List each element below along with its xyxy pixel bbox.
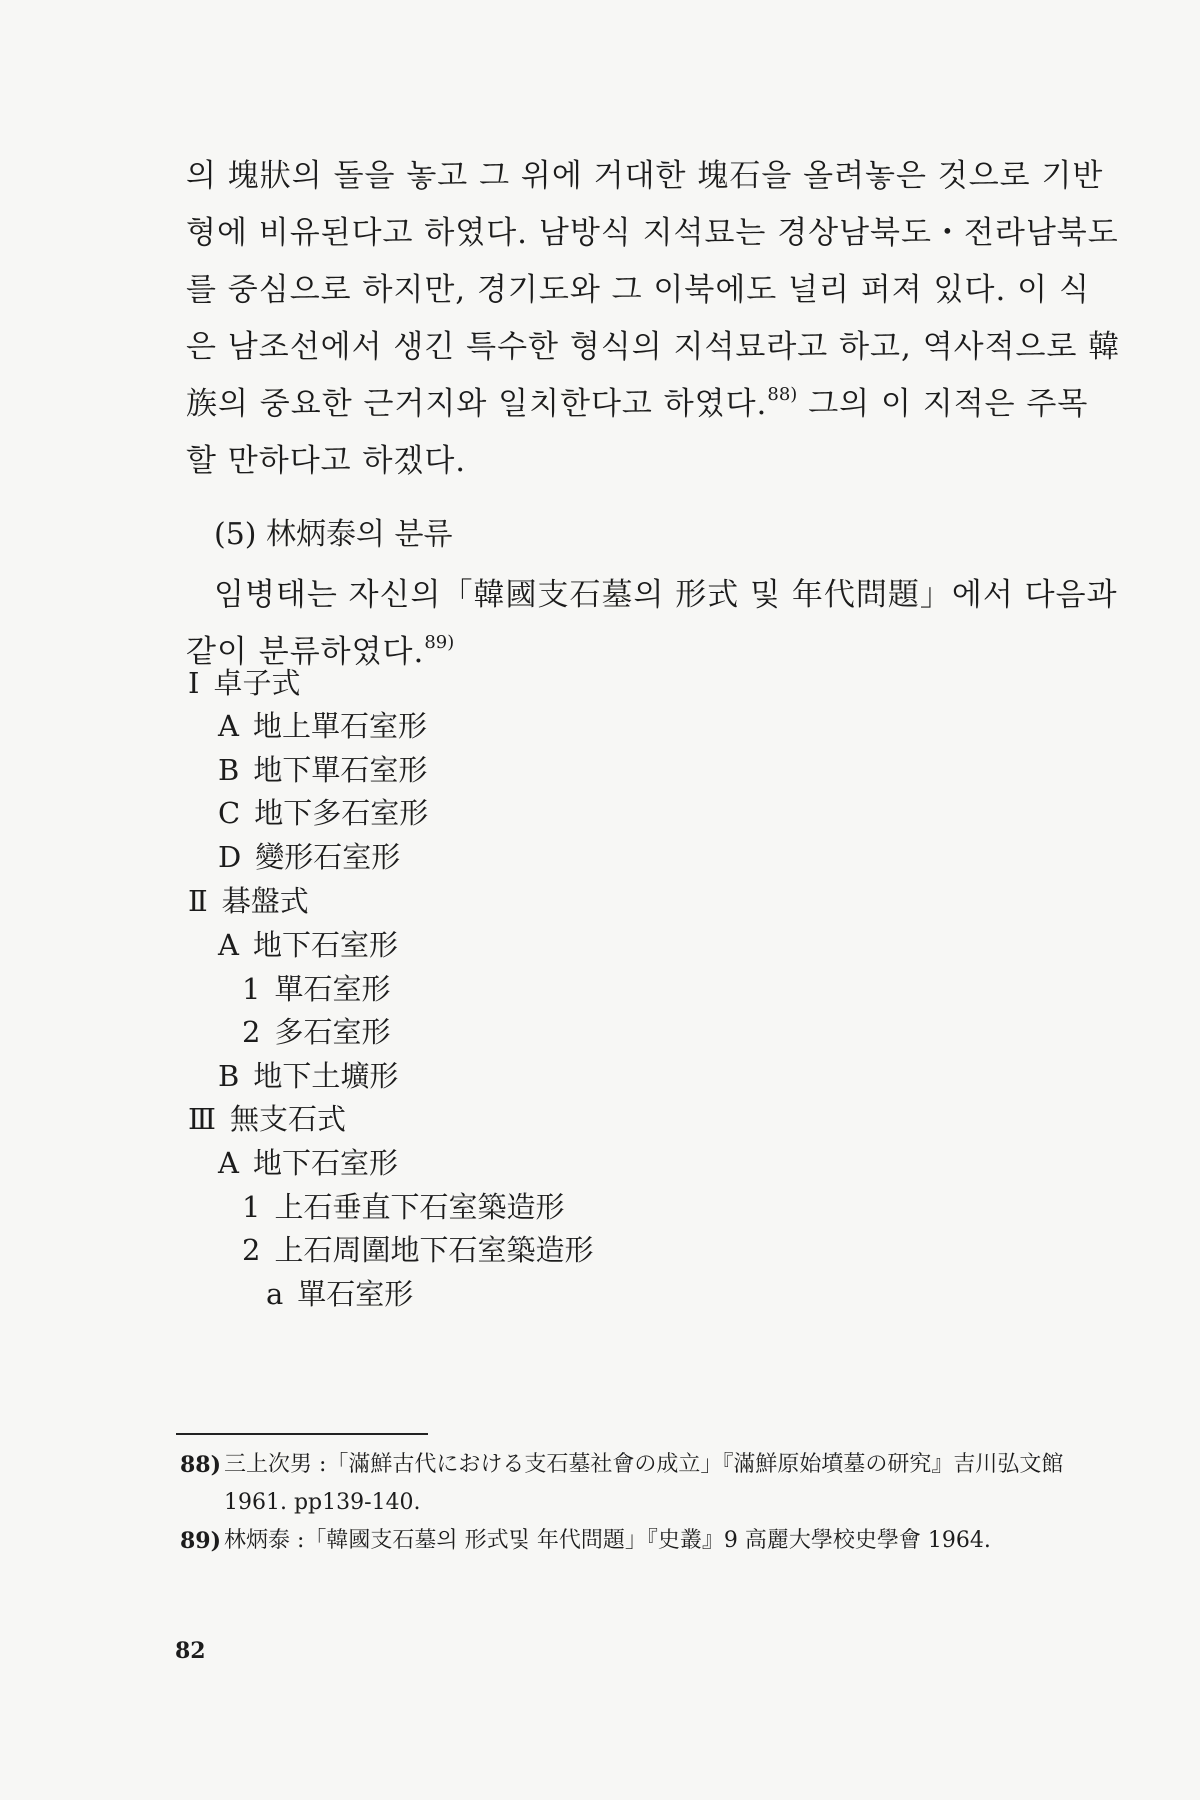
- page-number: 82: [175, 1638, 206, 1664]
- footnote-ref[interactable]: 88): [767, 384, 798, 405]
- outline-item: A 地下石室形: [218, 928, 398, 962]
- footnote: 88) 三上次男 :「滿鮮古代における支石墓社會の成立」『滿鮮原始墳墓の研究』吉川弘文館 1961. pp139-140.: [180, 1452, 1064, 1515]
- outline-item: B 地下單石室形: [218, 753, 428, 787]
- footnote-divider: [176, 1433, 428, 1435]
- paragraph-line: 할 만하다고 하겠다.: [186, 443, 467, 479]
- paragraph-line: 의 塊狀의 돌을 놓고 그 위에 거대한 塊石을 올려놓은 것으로 기반: [186, 158, 1104, 194]
- outline-item: C 地下多石室形: [218, 796, 429, 830]
- intro-paragraph: [186, 567, 1118, 681]
- paragraph-line: 를 중심으로 하지만, 경기도와 그 이북에도 널리 퍼져 있다. 이 식: [186, 272, 1090, 308]
- footnotes: [180, 1446, 1080, 1560]
- outline-item: D 變形石室形: [218, 840, 401, 874]
- outline-item: B 地下土壙形: [218, 1059, 399, 1093]
- footnote-ref[interactable]: 89): [424, 632, 455, 653]
- outline-item: Ⅰ 卓子式: [188, 666, 301, 700]
- paragraph-line: 族의 중요한 근거지와 일치한다고 하였다.$^{88)}$ 그의 이 지적은 주목: [186, 384, 1089, 422]
- outline-item: 2 上石周圍地下石室築造形: [242, 1233, 594, 1267]
- paragraph-line: 임병태는 자신의「韓國支石墓의 形式 및 年代問題」에서 다음과: [214, 577, 1118, 613]
- outline-item: 1 單石室形: [242, 972, 391, 1006]
- outline-item: 2 多石室形: [242, 1015, 391, 1049]
- outline-item: 1 上石垂直下石室築造形: [242, 1190, 565, 1224]
- outline-item: Ⅱ 碁盤式: [188, 884, 309, 918]
- outline-item: Ⅲ 無支石式: [188, 1102, 346, 1136]
- footnote: 89) 林炳泰 :「韓國支石墓의 形式및 年代問題」『史叢』9 高麗大學校史學會 1964.: [180, 1528, 991, 1554]
- paragraph-line: 은 남조선에서 생긴 특수한 형식의 지석묘라고 하고, 역사적으로 韓: [186, 329, 1121, 365]
- body-paragraph: [186, 148, 1121, 490]
- outline-item: A 地上單石室形: [218, 709, 427, 743]
- outline-item: a 單石室形: [266, 1277, 414, 1311]
- paragraph-line: 같이 분류하였다.$^{89)}$: [186, 632, 455, 670]
- section-heading: (5) 林炳泰의 분류: [214, 517, 453, 552]
- outline-item: A 地下石室形: [218, 1146, 398, 1180]
- paragraph-line: 형에 비유된다고 하였다. 남방식 지석묘는 경상남북도・전라남북도: [186, 215, 1119, 251]
